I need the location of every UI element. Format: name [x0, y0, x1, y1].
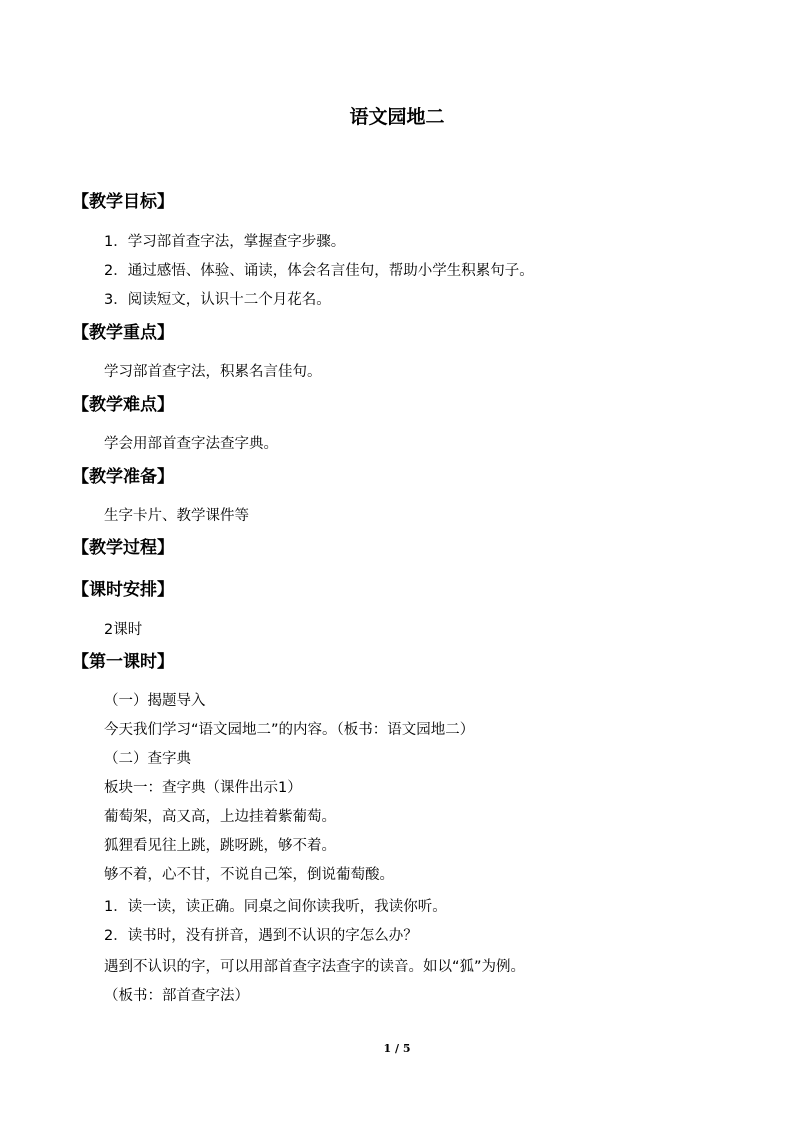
lesson-line-7: 够不着，心不甘，不说自己笨，倒说葡萄酸。 — [104, 867, 394, 883]
lesson-line-3: （二）查字典 — [104, 751, 191, 767]
key-points-text: 学习部首查字法，积累名言佳句。 — [104, 364, 322, 380]
heading-difficulties: 【教学难点】 — [72, 395, 174, 415]
goal-item-1: 1．学习部首查字法，掌握查字步骤。 — [104, 234, 346, 250]
page-number: 1 / 5 — [383, 1042, 411, 1055]
lesson-line-6: 狐狸看见往上跳，跳呀跳，够不着。 — [104, 838, 336, 854]
lesson-line-8: 1．读一读，读正确。同桌之间你读我听，我读你听。 — [104, 899, 447, 915]
heading-key-points: 【教学重点】 — [72, 323, 174, 343]
lesson-line-9: 2．读书时，没有拼音，遇到不认识的字怎么办？ — [104, 928, 418, 944]
lesson-line-4: 板块一：查字典（课件出示1） — [104, 780, 302, 796]
lesson-line-1: （一）揭题导入 — [104, 693, 206, 709]
heading-schedule: 【课时安排】 — [72, 580, 174, 600]
lesson-line-10: 遇到不认识的字，可以用部首查字法查字的读音。如以“狐”为例。 — [104, 959, 526, 975]
schedule-text: 2课时 — [104, 622, 143, 638]
heading-process: 【教学过程】 — [72, 538, 174, 558]
heading-first-lesson: 【第一课时】 — [72, 652, 174, 672]
document-title: 语文园地二 — [349, 106, 445, 128]
heading-preparation: 【教学准备】 — [72, 467, 174, 487]
goal-item-2: 2．通过感悟、体验、诵读，体会名言佳句，帮助小学生积累句子。 — [104, 263, 534, 279]
difficulties-text: 学会用部首查字法查字典。 — [104, 436, 278, 452]
lesson-line-11: （板书：部首查字法） — [104, 988, 249, 1004]
preparation-text: 生字卡片、教学课件等 — [104, 508, 249, 524]
lesson-line-2: 今天我们学习“语文园地二”的内容。（板书：语文园地二） — [104, 722, 475, 738]
heading-teaching-goals: 【教学目标】 — [72, 192, 174, 212]
lesson-line-5: 葡萄架，高又高，上边挂着紫葡萄。 — [104, 809, 336, 825]
goal-item-3: 3．阅读短文，认识十二个月花名。 — [104, 292, 331, 308]
